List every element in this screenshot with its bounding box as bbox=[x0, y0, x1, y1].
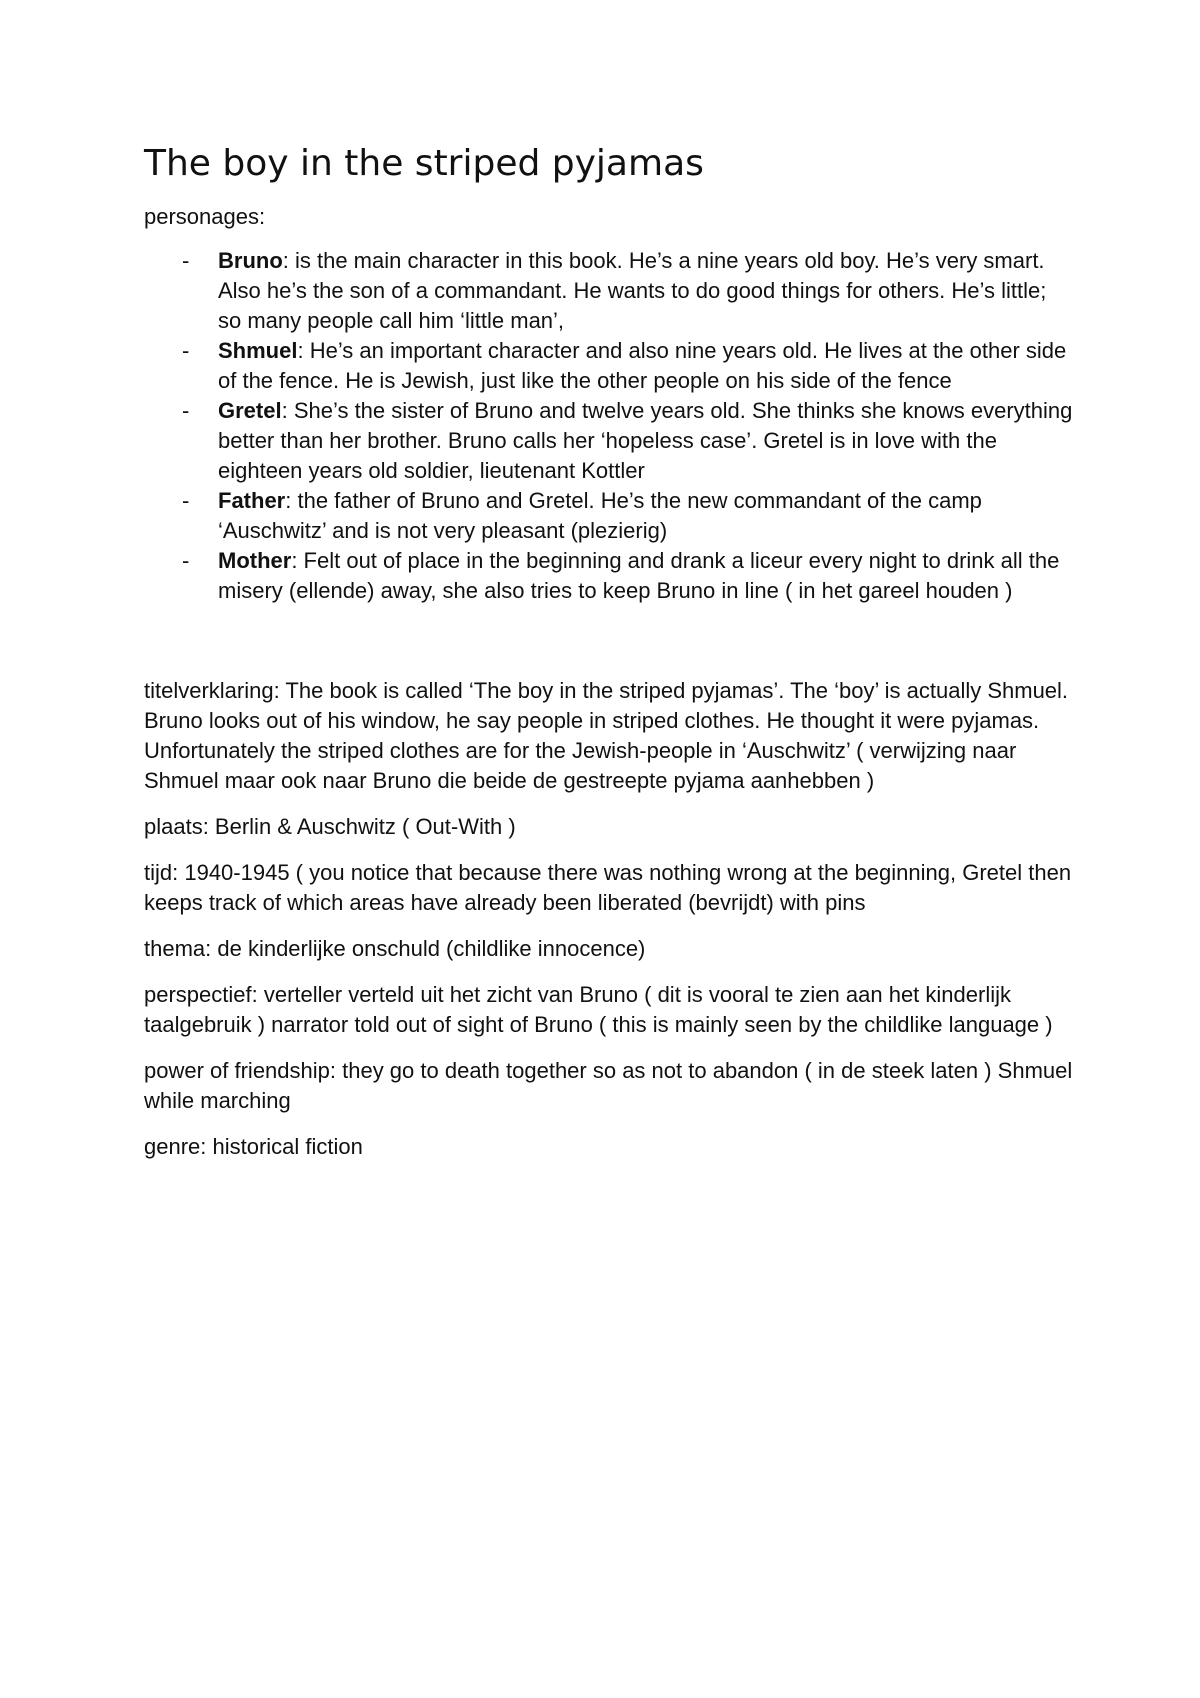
character-description: : He’s an important character and also nine years old. He lives at the other side of the fence. He is Jewish, just like the other people on his side of the fence bbox=[218, 338, 1067, 393]
character-description: : Felt out of place in the beginning and drank a liceur every night to drink all the misery (ellende) away, she also tries to keep Bruno in line ( in het gareel houden ) bbox=[218, 548, 1060, 603]
document-page bbox=[144, 138, 1074, 1178]
personages-label: personages: bbox=[144, 204, 266, 229]
paragraph-perspectief: perspectief: verteller verteld uit het zicht van Bruno ( dit is vooral te zien aan het kinderlijk taalgebruik ) narrator told out of sight of Bruno ( this is mainly seen by the childlike language ) bbox=[144, 982, 1053, 1037]
character-description: : the father of Bruno and Gretel. He’s the new commandant of the camp ‘Auschwitz’ and is not very pleasant (plezierig) bbox=[218, 488, 982, 543]
list-dash: - bbox=[182, 248, 190, 273]
paragraph-titelverklaring: titelverklaring: The book is called ‘The boy in the striped pyjamas’. The ‘boy’ is actually Shmuel. Bruno looks out of his window, he say people in striped clothes. He thought it were pyjamas. Unfortunately the striped clothes are for the Jewish-people in ‘Auschwitz’ ( verwijzing naar Shmuel maar ook naar Bruno die beide de gestreepte pyjama aanhebben ) bbox=[144, 678, 1069, 793]
character-name: Gretel bbox=[218, 398, 282, 423]
character-description: : She’s the sister of Bruno and twelve years old. She thinks she knows everything better than her brother. Bruno calls her ‘hopeless case’. Gretel is in love with the eighteen years old soldier, lieutenant Kottler bbox=[218, 398, 1073, 483]
paragraph-tijd: tijd: 1940-1945 ( you notice that because there was nothing wrong at the beginning, Gretel then keeps track of which areas have already been liberated (bevrijdt) with pins bbox=[144, 860, 1072, 915]
character-list bbox=[144, 246, 1074, 606]
paragraph-thema: thema: de kinderlijke onschuld (childlike innocence) bbox=[144, 936, 646, 961]
paragraph-plaats: plaats: Berlin & Auschwitz ( Out-With ) bbox=[144, 814, 516, 839]
character-name: Father bbox=[218, 488, 286, 513]
character-description: : is the main character in this book. He’s a nine years old boy. He’s very smart. Also he’s the son of a commandant. He wants to do good things for others. He’s little; so many people call him ‘little man’, bbox=[218, 248, 1047, 333]
list-dash: - bbox=[182, 338, 190, 363]
list-item-shmuel bbox=[144, 336, 1074, 396]
character-name: Mother bbox=[218, 548, 292, 573]
character-name: Bruno bbox=[218, 248, 283, 273]
list-item-father bbox=[144, 486, 1074, 546]
list-dash: - bbox=[182, 488, 190, 513]
character-name: Shmuel bbox=[218, 338, 298, 363]
list-dash: - bbox=[182, 548, 190, 573]
paragraph-friendship: power of friendship: they go to death together so as not to abandon ( in de steek laten ) Shmuel while marching bbox=[144, 1058, 1073, 1113]
blank-space bbox=[144, 606, 1074, 676]
list-item-mother bbox=[144, 546, 1074, 606]
list-item-gretel bbox=[144, 396, 1074, 486]
list-dash: - bbox=[182, 398, 190, 423]
list-item-bruno bbox=[144, 246, 1074, 336]
paragraph-genre: genre: historical fiction bbox=[144, 1134, 363, 1159]
document-title: The boy in the striped pyjamas bbox=[144, 143, 704, 184]
